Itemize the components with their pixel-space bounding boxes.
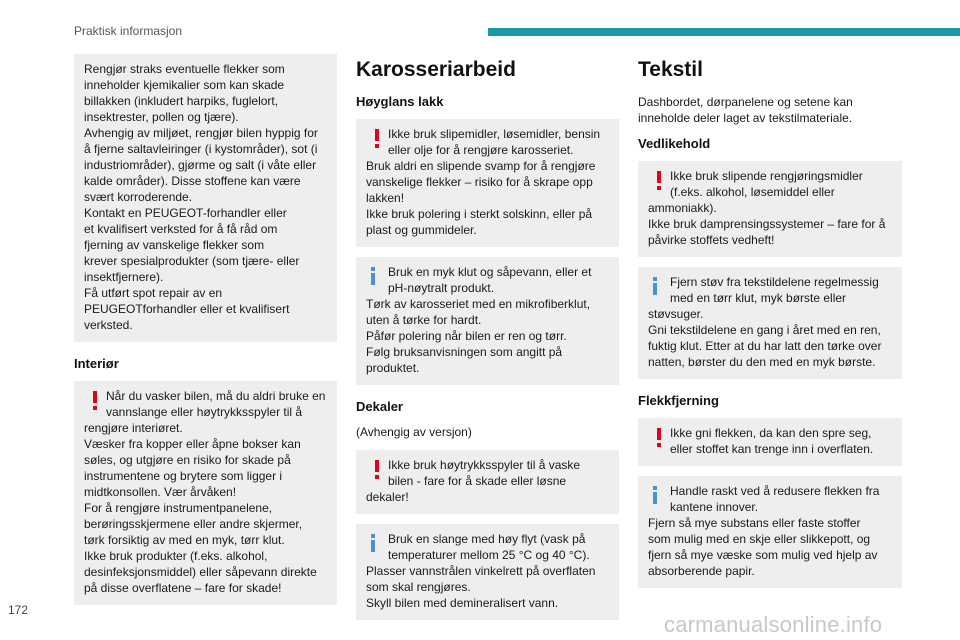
text-line: lakken! [366,191,405,205]
text-line: inneholde deler laget av tekstilmateriale. [638,111,853,125]
section-title-bodywork: Karosseriarbeid [356,58,516,81]
gloss-warning-box [356,119,619,247]
text-line: Ikke bruk produkter (f.eks. alkohol, [84,549,268,563]
maintenance-warning-box [638,161,902,257]
text-line: rengjøre interiøret. [84,421,183,435]
text-line: eller olje for å rengjøre karosseriet. [388,143,574,157]
text-line: Væsker fra kopper eller åpne bokser kan [84,437,301,451]
text-line: Når du vasker bilen, må du aldri bruke en [106,389,326,403]
warning-icon [653,171,665,187]
warning-icon [371,460,383,476]
interior-warning-box [74,381,337,605]
column-1 [74,54,337,615]
text-line: Bruk en slange med høy flyt (vask på [388,532,586,546]
text-line: kantene innover. [670,500,759,514]
info-icon [371,267,383,285]
text-line: verksted. [84,318,133,332]
text-line: temperaturer mellom 25 °C og 40 °C). [388,548,590,562]
text-line: påvirke stoffets vedheft! [648,233,775,247]
gloss-info-box [356,257,619,385]
decals-warning-box [356,450,619,514]
text-line: Bruk en myk klut og såpevann, eller et [388,265,592,279]
textile-intro [638,94,902,126]
warning-icon [653,428,665,444]
running-header: Praktisk informasjon [74,24,183,38]
text-line: Bruk aldri en slipende svamp for å rengjøre [366,159,596,173]
stain-info-box [638,476,902,588]
text-line: Ikke bruk slipemidler, løsemidler, bensin [388,127,601,141]
column-3 [638,54,902,598]
text-line: Tørk av karosseriet med en mikrofiberklut, [366,297,591,311]
text-line: som skal rengjøres. [366,580,471,594]
paint-stain-box [74,54,337,342]
text-line: plast og gummideler. [366,223,477,237]
text-line: krever spesialprodukter (som tjære- eller [84,254,300,268]
text-line: Skyll bilen med demineralisert vann. [366,596,559,610]
maintenance-heading: Vedlikehold [638,136,711,151]
text-line: svært korroderende. [84,190,193,204]
watermark: carmanualsonline.info [664,612,883,637]
text-line: Fjern støv fra tekstildelene regelmessig [670,275,879,289]
text-line: insektfjernere). [84,270,164,284]
text-line: Fjern så mye substans eller faste stoffer [648,516,861,530]
text-line: industriområder), gjørme og salt (i våte eller [84,158,317,172]
text-line: Følg bruksanvisningen som angitt på [366,345,563,359]
text-line: søles, og utgjøre en risiko for skade på [84,453,291,467]
text-line: produktet. [366,361,420,375]
text-line: fjerning av vanskelige flekker som [84,238,265,252]
text-line: vanskelige flekker – risiko for å skrape opp [366,175,593,189]
text-line: dekaler! [366,490,409,504]
text-line: billakken (inkludert harpiks, fuglelort, [84,94,279,108]
text-line: Dashbordet, dørpanelene og setene kan [638,95,853,109]
section-title-textile: Tekstil [638,58,703,81]
stain-warning-box [638,418,902,466]
text-line: Plasser vannstrålen vinkelrett på overflaten [366,564,596,578]
text-line: desinfeksjonsmiddel) eller såpevann direkte [84,565,317,579]
text-line: berøringsskjermene eller andre skjermer, [84,517,303,531]
gloss-paint-heading: Høyglans lakk [356,94,444,109]
warning-icon [371,129,383,145]
text-line: kalde områder). Disse stoffene kan være [84,174,301,188]
text-line: å fjerne saltavleiringer (i kystområder), sot (i [84,142,318,156]
text-line: Ikke bruk høytrykksspyler til å vaske [388,458,581,472]
text-line: PEUGEOTforhandler eller et kvalifisert [84,302,290,316]
text-line: Gni tekstildelene en gang i året med en ren, [648,323,881,337]
text-line: midtkonsollen. Vær årvåken! [84,485,237,499]
text-line: Ikke bruk polering i sterkt solskinn, eller på [366,207,593,221]
decals-note: (Avhengig av versjon) [356,425,472,439]
text-line: Ikke gni flekken, da kan den spre seg, [670,426,872,440]
text-line: natten, børster du den med en myk børste. [648,355,876,369]
text-line: et kvalifisert verksted for å få råd om [84,222,278,236]
text-line: fuktig klut. Etter at du har latt den tørke over [648,339,882,353]
stain-removal-heading: Flekkfjerning [638,393,719,408]
text-line: For å rengjøre instrumentpanelene, [84,501,273,515]
text-line: Rengjør straks eventuelle flekker som [84,62,285,76]
text-line: fjern så mye væske som mulig ved hjelp av [648,548,878,562]
text-line: Kontakt en PEUGEOT-forhandler eller [84,206,287,220]
text-line: ammoniakk). [648,201,717,215]
text-line: bilen - fare for å skade eller løsne [388,474,567,488]
text-line: inneholder kjemikalier som kan skade [84,78,285,92]
warning-icon [89,391,101,407]
page-number: 172 [8,603,29,617]
text-line: på disse overflatene – fare for skade! [84,581,282,595]
text-line: uten å tørke for hardt. [366,313,482,327]
decals-heading: Dekaler [356,399,403,414]
text-line: instrumentene og brytere som ligger i [84,469,283,483]
text-line: Avhengig av miljøet, rengjør bilen hyppig for [84,126,318,140]
text-line: som mulig med en skje eller slikkepott, og [648,532,871,546]
column-2 [356,54,619,630]
text-line: Påfør polering når bilen er ren og tørr. [366,329,567,343]
text-line: absorberende papir. [648,564,755,578]
info-icon [653,277,665,295]
text-line: Handle raskt ved å redusere flekken fra [670,484,880,498]
interior-heading: Interiør [74,356,119,371]
text-line: Ikke bruk damprensingssystemer – fare for å [648,217,886,231]
info-icon [653,486,665,504]
text-line: insektrester, pollen og tjære). [84,110,239,124]
text-line: eller stoffet kan trenge inn i overflaten. [670,442,874,456]
text-line: Få utført spot repair av en [84,286,223,300]
text-line: med en tørr klut, myk børste eller [670,291,847,305]
text-line: (f.eks. alkohol, løsemiddel eller [670,185,835,199]
maintenance-info-box [638,267,902,379]
text-line: tørk forsiktig av med en myk, tørr klut. [84,533,285,547]
text-line: pH-nøytralt produkt. [388,281,495,295]
text-line: støvsuger. [648,307,704,321]
info-icon [371,534,383,552]
text-line: Ikke bruk slipende rengjøringsmidler [670,169,863,183]
decals-info-box [356,524,619,620]
header-accent-bar [488,28,960,36]
text-line: vannslange eller høytrykksspyler til å [106,405,303,419]
